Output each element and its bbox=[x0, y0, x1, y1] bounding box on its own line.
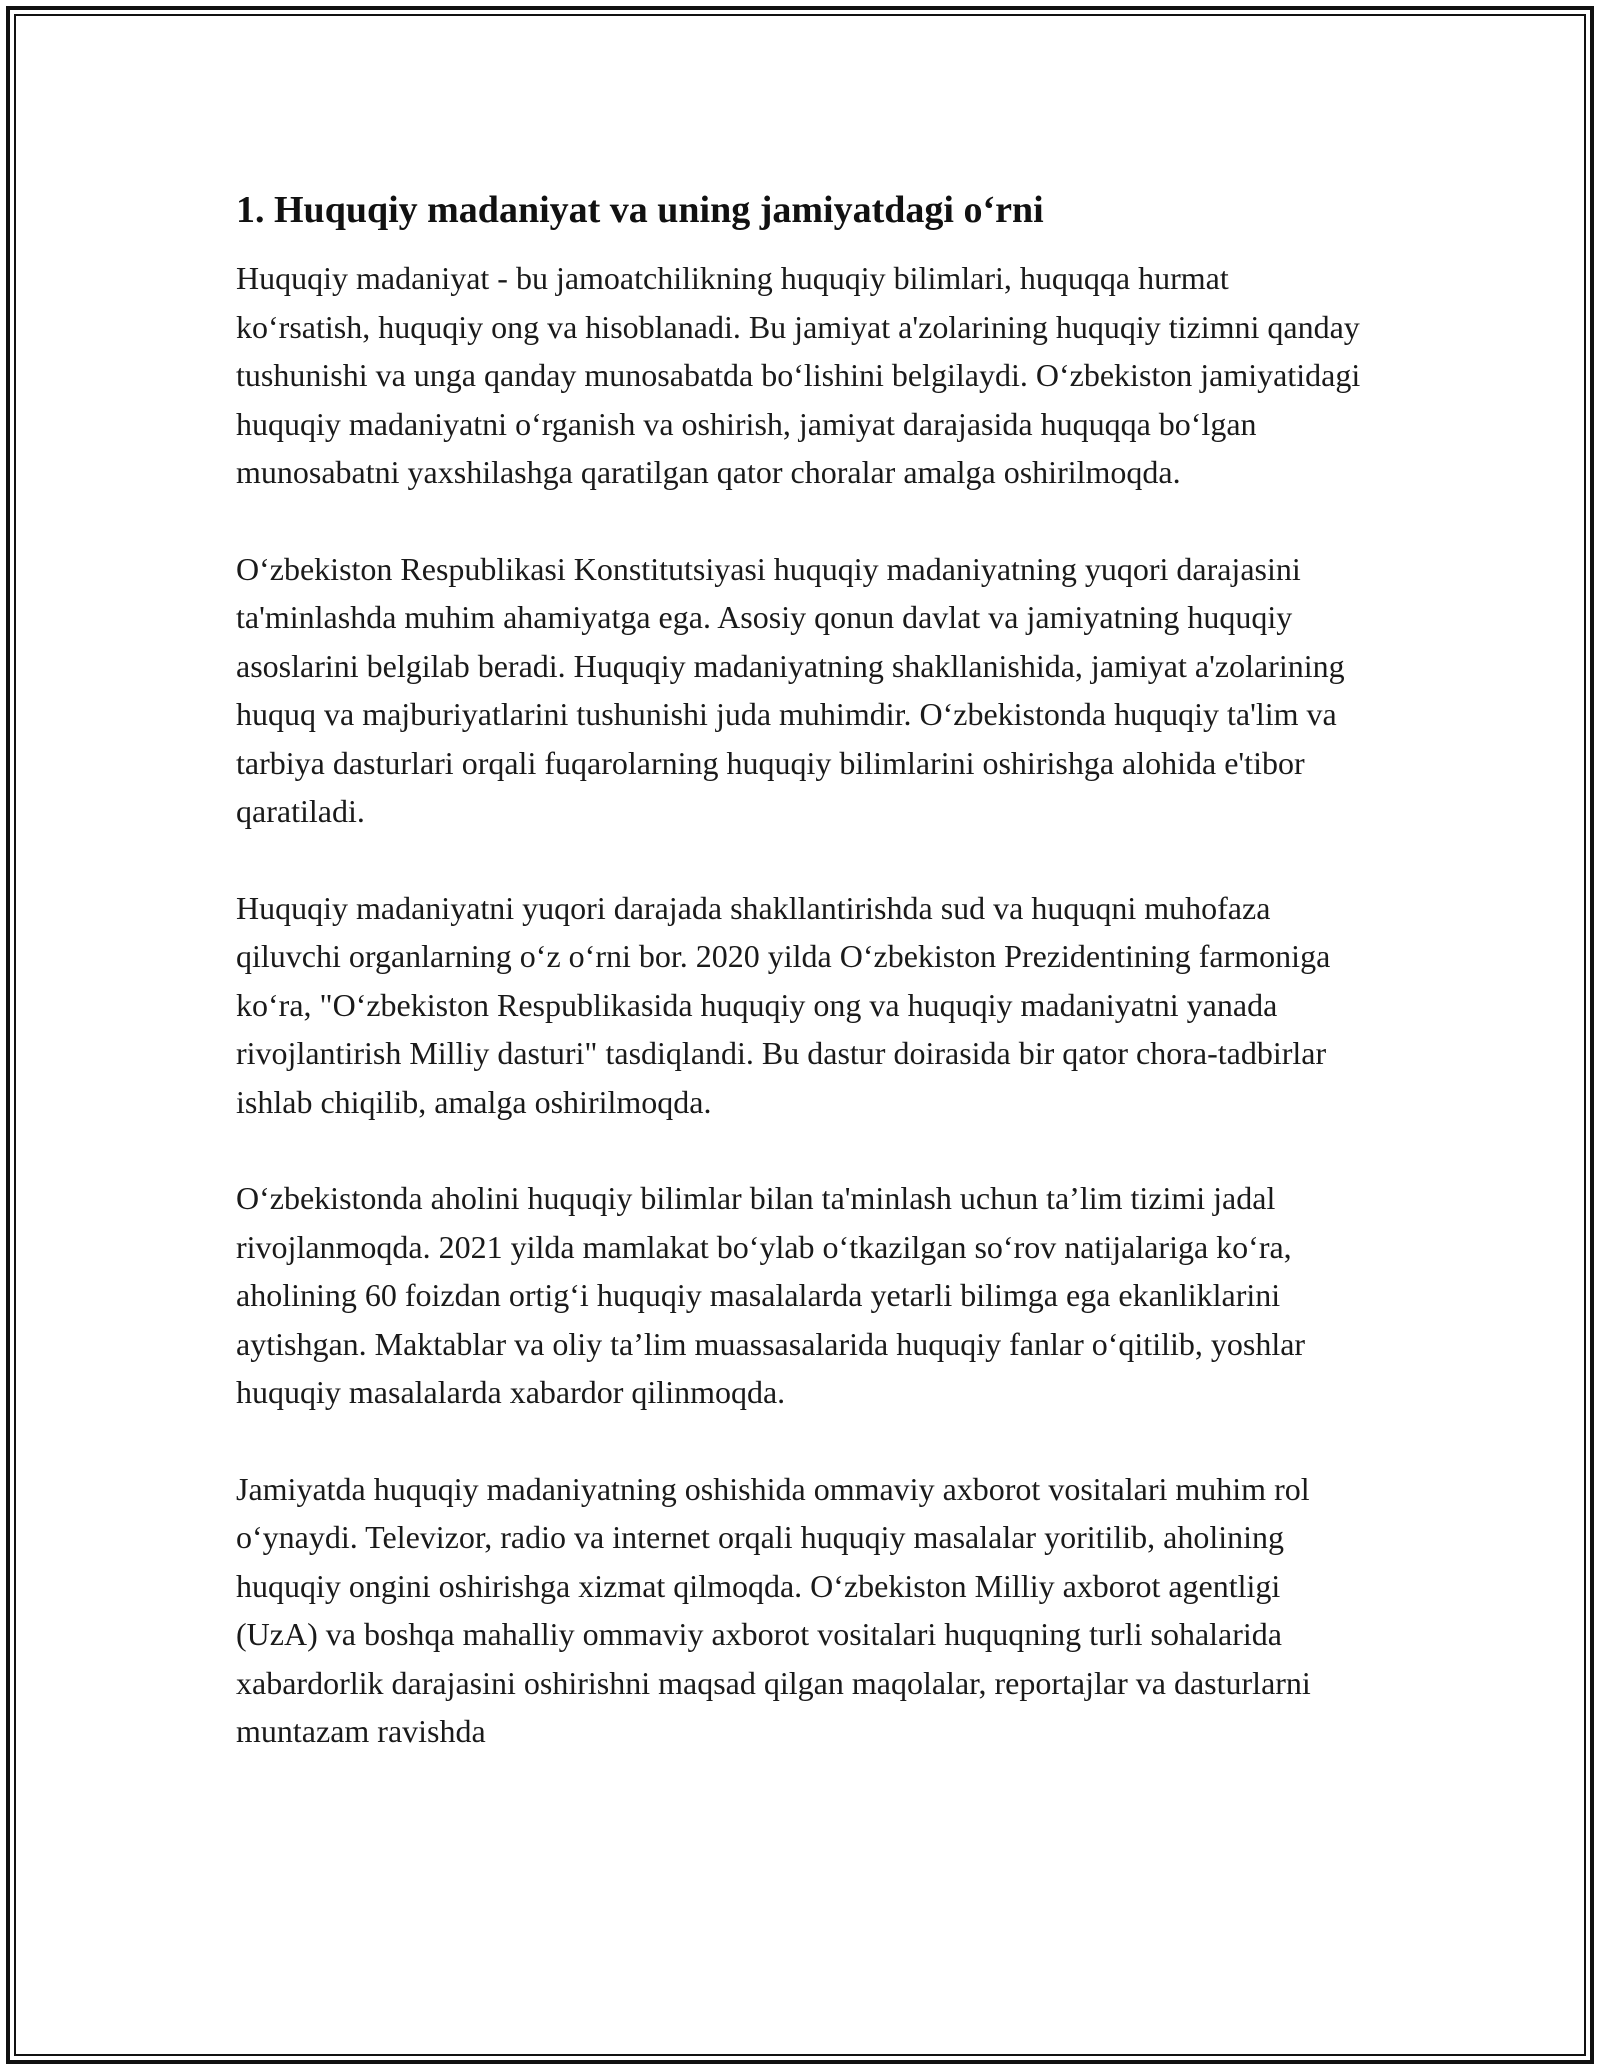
paragraph-5: Jamiyatda huquqiy madaniyatning oshishida ommaviy axborot vositalari muhim rol o‘ynaydi. Televizor, radio va internet orqali huquqiy masalalar yoritilib, aholining huquqiy ongini oshirishga xizmat qilmoqda. O‘zbekiston Milliy axborot agentligi (UzA) va boshqa mahalliy ommaviy axborot vositalari huquqning turli sohalarida xabardorlik darajasini oshirishni maqsad qilgan maqolalar, reportajlar va dasturlarni muntazam ravishda bbox=[236, 1470, 1311, 1749]
paragraph-1: Huquqiy madaniyat - bu jamoatchilikning huquqiy bilimlari, huquqqa hurmat ko‘rsatish, huquqiy ong va hisoblanadi. Bu jamiyat a'zolarining huquqiy tizimni qanday tushunishi va unga qanday munosabatda bo‘lishini belgilaydi. O‘zbekiston jamiyatidagi huquqiy madaniyatni o‘rganish va oshirish, jamiyat darajasida huquqqa bo‘lgan munosabatni yaxshilashga qaratilgan qator choralar amalga oshirilmoqda. bbox=[236, 260, 1361, 490]
paragraph-2: O‘zbekiston Respublikasi Konstitutsiyasi huquqiy madaniyatning yuqori darajasini ta'minlashda muhim ahamiyatga ega. Asosiy qonun davlat va jamiyatning huquqiy asoslarini belgilab beradi. Huquqiy madaniyatning shakllanishida, jamiyat a'zolarining huquq va majburiyatlarini tushunishi juda muhimdir. O‘zbekistonda huquqiy ta'lim va tarbiya dasturlari orqali fuqarolarning huquqiy bilimlarini oshirishga alohida e'tibor qaratiladi. bbox=[236, 550, 1345, 829]
document-body bbox=[236, 186, 1366, 1804]
section-heading: 1. Huquqiy madaniyat va uning jamiyatdagi o‘rni bbox=[236, 189, 1044, 231]
paragraph-4: O‘zbekistonda aholini huquqiy bilimlar bilan ta'minlash uchun ta’lim tizimi jadal rivojlanmoqda. 2021 yilda mamlakat bo‘ylab o‘tkazilgan so‘rov natijalariga ko‘ra, aholining 60 foizdan ortig‘i huquqiy masalalarda yetarli bilimga ega ekanliklarini aytishgan. Maktablar va oliy ta’lim muassasalarida huquqiy fanlar o‘qitilib, yoshlar huquqiy masalalarda xabardor qilinmoqda. bbox=[236, 1180, 1306, 1410]
paragraph-3: Huquqiy madaniyatni yuqori darajada shakllantirishda sud va huquqni muhofaza qiluvchi organlarning o‘z o‘rni bor. 2020 yilda O‘zbekiston Prezidentining farmoniga ko‘ra, "O‘zbekiston Respublikasida huquqiy ong va huquqiy madaniyatni yanada rivojlantirish Milliy dasturi" tasdiqlandi. Bu dastur doirasida bir qator chora-tadbirlar ishlab chiqilib, amalga oshirilmoqda. bbox=[236, 889, 1331, 1120]
